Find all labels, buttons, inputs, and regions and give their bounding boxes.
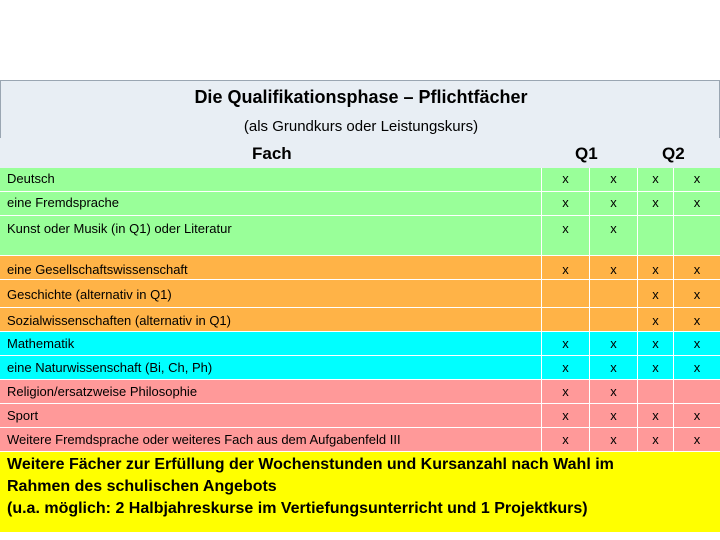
- row-mark-cell: [673, 356, 720, 379]
- row-mark-cell: [673, 280, 720, 307]
- row-mark: x: [562, 360, 569, 375]
- row-mark: x: [562, 384, 569, 399]
- row-mark: x: [562, 195, 569, 210]
- row-mark-cell: [541, 216, 589, 255]
- row-mark-cell: [673, 428, 720, 451]
- row-mark: x: [652, 287, 659, 302]
- row-mark: x: [652, 262, 659, 277]
- table-header: [0, 80, 720, 139]
- row-mark-cell: [541, 404, 589, 427]
- row-mark-cell: [541, 256, 589, 279]
- page-subtitle: (als Grundkurs oder Leistungskurs): [243, 118, 479, 135]
- row-mark: x: [652, 336, 659, 351]
- footer-note: [0, 452, 720, 532]
- row-mark-cell: [589, 168, 637, 191]
- row-mark-cell: [637, 404, 673, 427]
- row-mark-cell: [589, 380, 637, 403]
- row-subject-label: Sport: [7, 408, 39, 423]
- table-row: [0, 216, 720, 256]
- row-mark: x: [562, 432, 569, 447]
- row-mark-cell: [589, 332, 637, 355]
- row-mark: x: [610, 384, 617, 399]
- row-mark: x: [562, 262, 569, 277]
- row-mark: x: [610, 336, 617, 351]
- row-mark-cell: [541, 280, 589, 307]
- row-mark-cell: [637, 168, 673, 191]
- row-mark: x: [562, 408, 569, 423]
- row-mark-cell: [589, 280, 637, 307]
- row-mark-cell: [637, 308, 673, 331]
- row-mark: x: [693, 408, 701, 423]
- row-mark-cell: [589, 404, 637, 427]
- row-mark-cell: [673, 332, 720, 355]
- row-mark-cell: [589, 308, 637, 331]
- row-mark-cell: [589, 356, 637, 379]
- row-mark-cell: [589, 428, 637, 451]
- table-row: [0, 280, 720, 308]
- footer-line-3: (u.a. möglich: 2 Halbjahreskurse im Vertiefungsunterricht und 1 Projektkurs): [7, 500, 588, 517]
- row-mark-cell: [673, 380, 720, 403]
- row-subject-label: eine Fremdsprache: [7, 195, 119, 210]
- row-mark: x: [693, 262, 701, 277]
- row-mark-cell: [541, 356, 589, 379]
- column-header-q2: Q2: [662, 144, 685, 163]
- row-mark: x: [610, 262, 617, 277]
- row-mark: x: [652, 171, 659, 186]
- row-subject-label: Deutsch: [7, 171, 55, 186]
- row-mark: x: [693, 195, 701, 210]
- row-mark: x: [610, 360, 617, 375]
- row-mark-cell: [541, 192, 589, 215]
- row-mark: x: [610, 432, 617, 447]
- row-mark: x: [693, 336, 701, 351]
- row-mark-cell: [673, 404, 720, 427]
- row-subject-label: Religion/ersatzweise Philosophie: [7, 384, 198, 399]
- row-mark-cell: [589, 256, 637, 279]
- row-mark-cell: [637, 216, 673, 255]
- row-mark-cell: [673, 256, 720, 279]
- row-mark-cell: [637, 256, 673, 279]
- row-mark-cell: [637, 428, 673, 451]
- row-mark-cell: [637, 380, 673, 403]
- table-row: [0, 308, 720, 332]
- footer-line-2: Rahmen des schulischen Angebots: [7, 478, 277, 495]
- row-mark: x: [562, 336, 569, 351]
- row-mark-cell: [541, 332, 589, 355]
- column-header-fach: Fach: [252, 144, 292, 163]
- row-subject-label: Kunst oder Musik (in Q1) oder Literatur: [7, 221, 232, 236]
- column-header-row: [0, 138, 720, 168]
- row-mark: x: [610, 408, 617, 423]
- row-mark-cell: [637, 192, 673, 215]
- table-row: [0, 356, 720, 380]
- row-mark-cell: [541, 168, 589, 191]
- row-mark-cell: [541, 308, 589, 331]
- row-subject-label: Mathematik: [7, 336, 75, 351]
- column-header-q1: Q1: [575, 144, 598, 163]
- row-mark-cell: [673, 168, 720, 191]
- row-subject-label: eine Naturwissenschaft (Bi, Ch, Ph): [7, 360, 213, 375]
- row-mark-cell: [637, 280, 673, 307]
- table-row: [0, 168, 720, 192]
- row-mark-cell: [637, 332, 673, 355]
- row-mark: x: [652, 360, 659, 375]
- row-mark: x: [693, 432, 701, 447]
- row-mark-cell: [637, 356, 673, 379]
- row-mark: x: [693, 171, 701, 186]
- table-row: [0, 332, 720, 356]
- row-mark: x: [693, 313, 701, 328]
- row-mark-cell: [541, 380, 589, 403]
- row-subject-label: Geschichte (alternativ in Q1): [7, 287, 172, 302]
- row-mark: x: [652, 408, 659, 423]
- table-row: [0, 380, 720, 404]
- row-mark: x: [562, 221, 569, 236]
- row-mark: x: [652, 313, 659, 328]
- row-mark-cell: [589, 216, 637, 255]
- footer-line-1: Weitere Fächer zur Erfüllung der Wochenstunden und Kursanzahl nach Wahl im: [7, 456, 614, 473]
- row-mark-cell: [589, 192, 637, 215]
- row-mark: x: [693, 360, 701, 375]
- table-row: [0, 256, 720, 280]
- page-title: Die Qualifikationsphase – Pflichtfächer: [194, 87, 528, 107]
- row-subject-label: Weitere Fremdsprache oder weiteres Fach aus dem Aufgabenfeld III: [7, 432, 401, 447]
- row-mark-cell: [541, 428, 589, 451]
- row-mark: x: [652, 195, 659, 210]
- table-row: [0, 428, 720, 452]
- row-mark: x: [610, 195, 617, 210]
- row-mark-cell: [673, 192, 720, 215]
- row-mark: x: [610, 221, 617, 236]
- row-mark: x: [693, 287, 701, 302]
- row-subject-label: eine Gesellschaftswissenschaft: [7, 262, 188, 277]
- row-mark: x: [562, 171, 569, 186]
- row-mark-cell: [673, 308, 720, 331]
- table-row: [0, 404, 720, 428]
- row-subject-label: Sozialwissenschaften (alternativ in Q1): [7, 313, 231, 328]
- table-row: [0, 192, 720, 216]
- row-mark: x: [610, 171, 617, 186]
- row-mark-cell: [673, 216, 720, 255]
- row-mark: x: [652, 432, 659, 447]
